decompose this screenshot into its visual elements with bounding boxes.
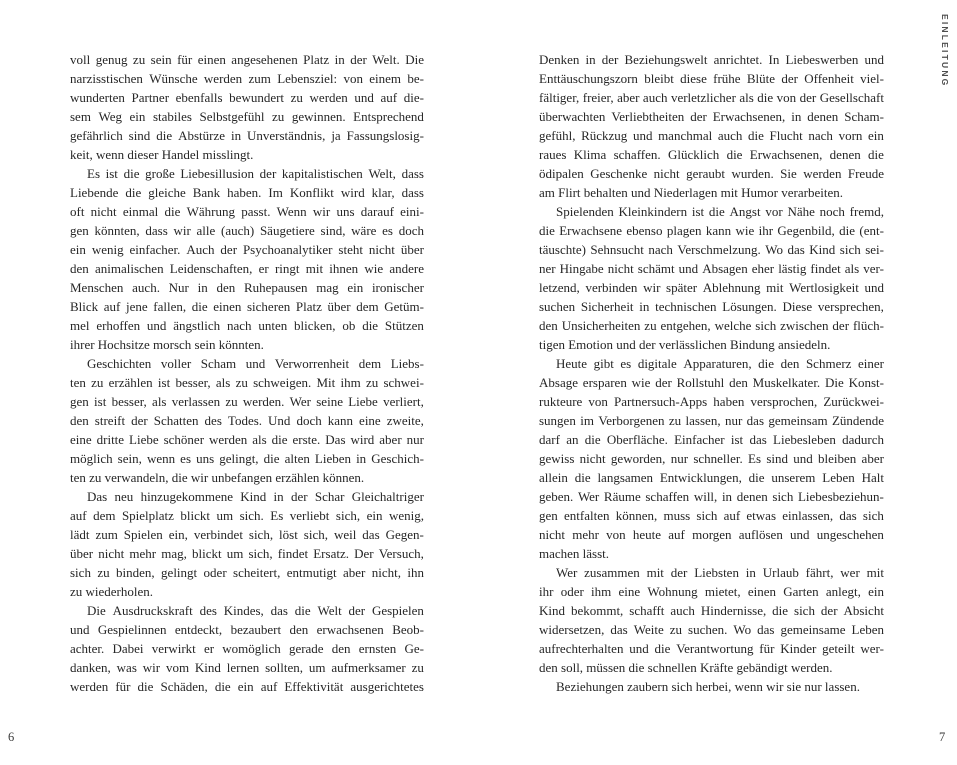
text-line: Enttäuschungszorn bleibt diese frühe Blüte der Offenheit viel- [539,71,884,86]
text-line: ihr oder ihm eine Wohnung mietet, einen Garten anlegt, ein [539,584,884,599]
text-line: möglich sein, wenn es uns gelingt, die alten Lieben in Geschich- [70,451,424,466]
text-line: Die Ausdruckskraft des Kindes, das die Welt der Gespielen [87,603,424,618]
text-line: aufrechterhalten und die Verantwortung für Kinder geteilt wer- [539,641,884,656]
text-line: gefühl, Rückzug und manchmal auch die Flucht nach vorn ein [539,128,884,143]
text-line: Spielenden Kleinkindern ist die Angst vor Nähe noch fremd, [556,204,884,219]
text-line: eine dritte Liebe schöner werden als die erste. Das wird aber nur [70,432,424,447]
text-line: Heute gibt es digitale Apparaturen, die den Schmerz einer [556,356,884,371]
text-line: den Unsicherheiten zu entgehen, welche sich zwischen der flüch- [539,318,884,333]
text-line: ein wenig einfacher. Auch der Psychoanalytiker steht nicht über [70,242,424,257]
text-line: raues Klima schaffen. Glücklich die Erwachsenen, denen die [539,147,884,162]
text-line: ten zu erzählen ist besser, als zu schweigen. Mit ihm zu schwei- [70,375,424,390]
text-line: gen entfalten können, muss sich auf etwas einlassen, das sich [539,508,884,523]
text-line: den animalischen Leidenschaften, er ringt mit ihnen wie andere [70,261,424,276]
text-line: täuschte) Sehnsucht nach Verschmelzung. Wo das Kind sich sei- [539,242,884,257]
text-line: Blick auf jene fallen, die einen sicheren Platz über dem Getüm- [70,299,424,314]
text-line: und Gespielinnen entdeckt, bezaubert den erwachsenen Beob- [70,622,424,637]
text-column-right-page [539,50,884,696]
text-line: den soll, müssen die schnellen Kräfte gebändigt werden. [539,660,833,675]
text-line: danken, was wir vom Kind lernen sollten, um aufmerksamer zu [70,660,424,675]
text-line: suchen Sicherheit in technischen Lösungen. Diese versprechen, [539,299,884,314]
text-line: ten zu verwandeln, die wir unbefangen erzählen können. [70,470,365,485]
text-line: Geschichten voller Scham und Verworrenheit dem Liebs- [87,356,424,371]
chapter-header-vertical: EINLEITUNG [940,14,950,88]
text-line: darf an die Oberfläche. Einfacher ist das Liebesleben dadurch [539,432,884,447]
text-line: nicht mehr von heute auf morgen auflösen und ungeschehen [539,527,884,542]
text-line: überwachten Verliebtheiten der Erwachsenen, in denen Scham- [539,109,884,124]
text-line: tigen Emotion und der verlässlichen Bindung ansiedeln. [539,337,831,352]
text-line: Es ist die große Liebesillusion der kapitalistischen Welt, dass [87,166,424,181]
text-line: ner Hingabe nicht schämt und Absagen eher lästig findet als ver- [539,261,884,276]
text-line: gen könnten, dass wir alle (auch) Säugetiere sind, wäre es doch [70,223,424,238]
text-line: letzend, verbinden wir später Ablehnung mit Wertlosigkeit und [539,280,884,295]
text-line: widersetzen, das Weite zu suchen. Wo das gemeinsame Leben [539,622,884,637]
text-line: achter. Dabei verwirkt er womöglich gerade den ernsten Ge- [70,641,424,656]
text-line: fältiger, freier, aber auch verletzlicher als die von der Gesellschaft [539,90,884,105]
text-line: ihrer Hochsitze morsch sein könnten. [70,337,264,352]
text-line: wunderten Partner ebenfalls bewundert zu werden und auf die- [70,90,424,105]
text-line: geben. Wer Räume schaffen will, in denen sich Liebesbeziehun- [539,489,884,504]
text-line: am Flirt behalten und Niederlagen mit Humor verarbeiten. [539,185,843,200]
text-line: Menschen auch. Nur in den Ruhepausen mag ein ironischer [70,280,424,295]
text-line: auf dem Spielplatz blickt um sich. Es verliebt sich, ein wenig, [70,508,424,523]
page-number-right: 7 [939,730,946,744]
text-line: Das neu hinzugekommene Kind in der Schar Gleichaltriger [87,489,424,504]
text-line: lädt zum Spielen ein, verbindet sich, löst sich, weil das Gegen- [70,527,424,542]
text-line: voll genug zu sein für einen angesehenen Platz in der Welt. Die [70,52,424,67]
text-column-left-page [70,50,424,696]
text-line: oft nicht einmal die Währung passt. Wenn wir uns darauf eini- [70,204,424,219]
text-line: machen lässt. [539,546,610,561]
text-line: mel erhoffen und ängstlich nach unten blicken, ob die Stützen [70,318,424,333]
text-line: gefährlich sind die Abstürze in Unverständnis, ja Fassungslosig- [70,128,424,143]
text-line: keit, wenn dieser Handel misslingt. [70,147,254,162]
text-line: Wer zusammen mit der Liebsten in Urlaub fährt, wer mit [556,565,884,580]
text-line: narzisstischen Wünsche werden zum Lebensziel: von einem be- [70,71,424,86]
text-line: Kind bekommt, schafft auch Hindernisse, die sich der Absicht [539,603,884,618]
text-line: Denken in der Beziehungswelt anrichtet. In Liebeswerben und [539,52,884,67]
text-line: allein die langsamen Entwicklungen, die unserem Leben Halt [539,470,884,485]
text-line: die Erwachsene ebenso plagen kann wie ihr Gegenbild, die (ent- [539,223,884,238]
text-line: sich zu binden, gelingt oder scheitert, entmutigt aber nicht, ihn [70,565,424,580]
text-line: werden für die Schäden, die ein auf Effektivität ausgerichtetes [70,679,424,694]
text-line: gewiss nicht geworden, nur schneller. Es sind und bleiben aber [539,451,884,466]
text-line: zu wiederholen. [70,584,154,599]
text-line: gen ist besser, als verlassen zu werden. Wer seine Liebe verliert, [70,394,424,409]
text-line: ödipalen Geschenke nicht geraubt wurden. Sie werden Freude [539,166,884,181]
page-number-left: 6 [8,730,15,744]
text-line: sem Weg ein stabiles Selbstgefühl zu gewinnen. Entsprechend [70,109,424,124]
text-line: Beziehungen zaubern sich herbei, wenn wir sie nur lassen. [556,679,860,694]
text-line: Absage ersparen wie der Rollstuhl den Muskelkater. Die Konst- [539,375,884,390]
text-line: Liebende die gleiche Bank haben. Im Konflikt wird klar, dass [70,185,424,200]
text-line: den streift der Schatten des Todes. Und doch kann eine zweite, [70,413,424,428]
text-line: über nicht mehr mag, blickt um sich, findet Ersatz. Der Versuch, [70,546,424,561]
text-line: rukteure von Partnersuch-Apps haben versprochen, Zurückwei- [539,394,884,409]
text-line: sungen im Verborgenen zu lassen, nur das gemeinsam Zündende [539,413,884,428]
